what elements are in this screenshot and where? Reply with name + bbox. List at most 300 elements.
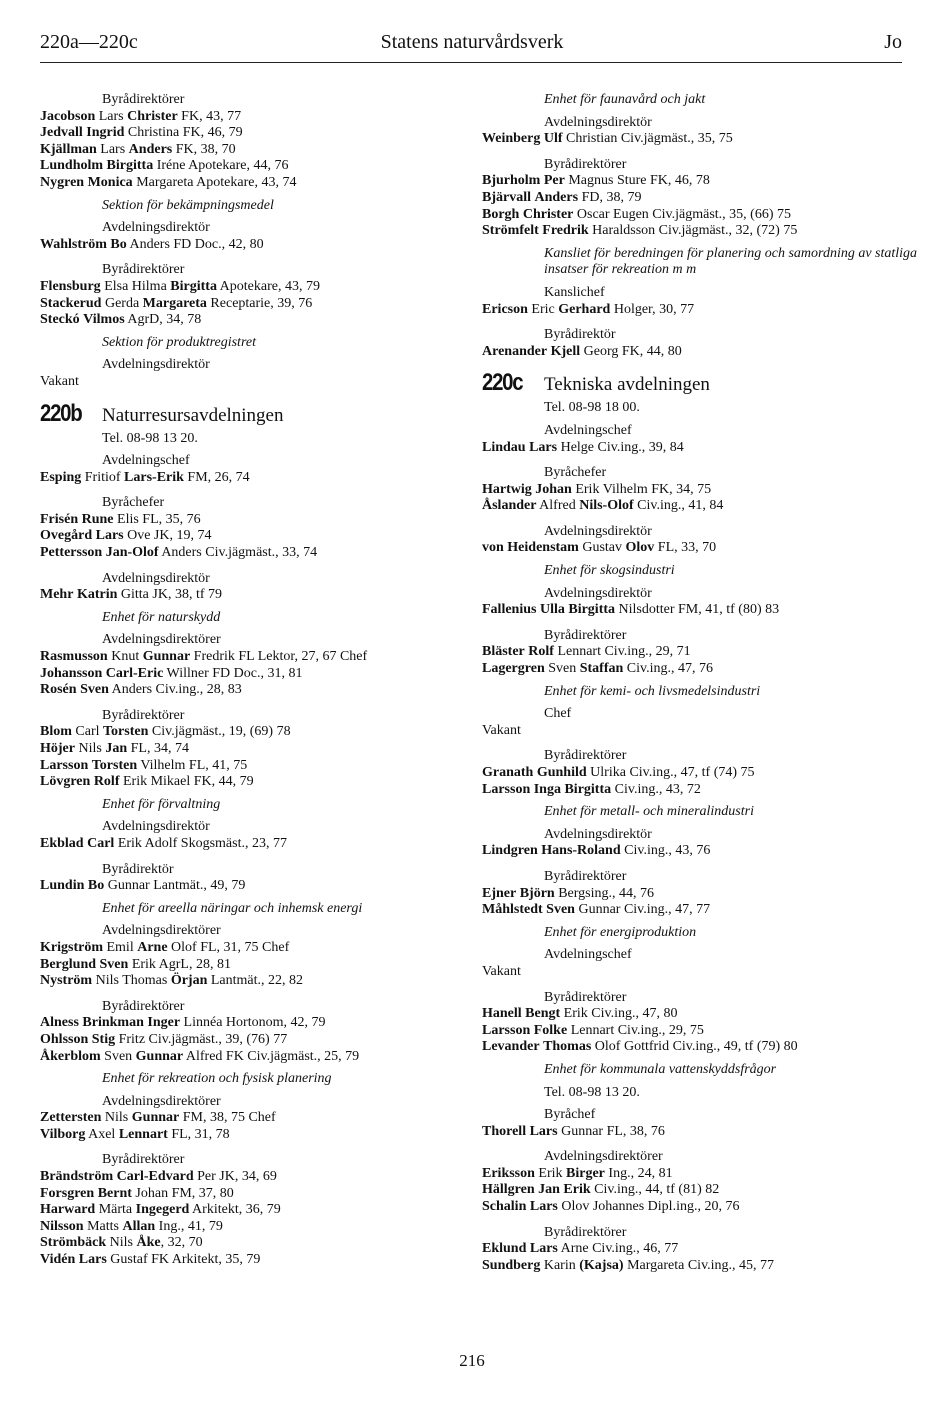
person-entry bbox=[482, 1124, 922, 1141]
person-entry bbox=[40, 1186, 440, 1203]
person-entry bbox=[482, 207, 922, 224]
entry-text: Matts bbox=[83, 1218, 123, 1234]
department-heading bbox=[40, 400, 440, 429]
name-bold: Jan bbox=[105, 741, 128, 756]
name-bold: Gunnar bbox=[135, 1048, 184, 1064]
person-entry bbox=[40, 758, 440, 775]
telephone-line: Tel. 08-98 13 20. bbox=[544, 1084, 640, 1100]
name-bold: Nilsson bbox=[40, 1218, 84, 1234]
entry-text: Gustaf FK Arkitekt, 35, 79 bbox=[106, 1252, 261, 1268]
entry-text: Anders Civ.ing., 28, 83 bbox=[108, 682, 242, 698]
unit-heading: Enhet för energiproduktion bbox=[544, 924, 697, 940]
name-bold: Blom bbox=[40, 724, 72, 740]
person-entry bbox=[482, 1258, 922, 1275]
person-entry bbox=[482, 644, 922, 661]
name-bold: Arne bbox=[137, 939, 168, 955]
name-bold: Gunnar bbox=[131, 1110, 180, 1126]
position-title: Avdelningschef bbox=[544, 422, 632, 438]
name-bold: Lars bbox=[529, 1123, 558, 1139]
entry-text: Olov Johannes Dipl.ing., 20, 76 bbox=[557, 1199, 740, 1215]
entry-text: Olof FL, 31, 75 Chef bbox=[167, 939, 290, 955]
entry-text: Ing., 41, 79 bbox=[155, 1218, 223, 1234]
name-bold: Vilmos bbox=[83, 312, 125, 328]
entry-text: FD, 38, 79 bbox=[578, 189, 642, 205]
entry-text: Magnus Sture FK, 46, 78 bbox=[564, 173, 710, 189]
person-entry bbox=[482, 602, 922, 619]
name-bold: Hartwig bbox=[482, 481, 532, 497]
entry-text: Nils Thomas bbox=[92, 973, 171, 989]
name-bold: Brändström bbox=[40, 1169, 114, 1185]
name-bold: Åkerblom bbox=[40, 1048, 101, 1064]
name-bold: Åslander bbox=[482, 498, 537, 514]
unit-heading: Enhet för areella näringar och inhemsk energi bbox=[102, 900, 363, 916]
unit-heading: Enhet för kemi- och livsmedelsindustri bbox=[544, 683, 761, 699]
name-bold: Lundin bbox=[40, 878, 85, 894]
entry-text: Civ.jägmäst., 19, (69) 78 bbox=[148, 724, 291, 740]
unit-heading: Sektion för produktregistret bbox=[102, 334, 256, 350]
vacant-entry: Vakant bbox=[40, 373, 79, 389]
entry-text: Lennart Civ.ing., 29, 75 bbox=[567, 1022, 704, 1038]
name-bold: Jan Erik bbox=[538, 1182, 591, 1198]
name-bold: Alness bbox=[40, 1015, 79, 1031]
entry-text: Iréne Apotekare, 44, 76 bbox=[153, 158, 289, 174]
person-entry bbox=[40, 836, 440, 853]
vacant-entry: Vakant bbox=[482, 722, 521, 738]
person-entry bbox=[40, 175, 440, 192]
name-bold: Christer bbox=[522, 206, 574, 222]
name-bold: Hans-Roland bbox=[541, 843, 621, 859]
page-number: 216 bbox=[459, 1351, 485, 1370]
entry-text: Johan FM, 37, 80 bbox=[131, 1185, 234, 1201]
unit-heading: Enhet för faunavård och jakt bbox=[544, 92, 706, 107]
entry-text: Gunnar Lantmät., 49, 79 bbox=[104, 878, 246, 894]
name-bold: Rune bbox=[81, 511, 114, 527]
entry-text: FL, 34, 74 bbox=[127, 741, 189, 756]
entry-text: Civ.ing., 43, 76 bbox=[620, 843, 711, 859]
entry-text: Margareta Apotekare, 43, 74 bbox=[132, 174, 297, 190]
position-title: Byrådirektörer bbox=[102, 1152, 185, 1168]
person-entry bbox=[482, 1199, 922, 1216]
name-bold: Carl bbox=[87, 835, 115, 851]
entry-text: Gerda bbox=[101, 295, 143, 311]
entry-text: Knut bbox=[107, 649, 143, 665]
entry-text: Holger, 30, 77 bbox=[610, 301, 695, 317]
name-bold: Lundholm bbox=[40, 158, 104, 174]
name-bold: Stig bbox=[91, 1031, 116, 1047]
name-bold: Forsgren bbox=[40, 1185, 95, 1201]
entry-text: Lars bbox=[95, 108, 128, 124]
name-bold: Eriksson bbox=[482, 1165, 535, 1181]
entry-text: Fritz Civ.jägmäst., 39, (76) 77 bbox=[115, 1031, 288, 1047]
name-bold: Wahlström bbox=[40, 236, 107, 252]
entry-text: Alfred FK Civ.jägmäst., 25, 79 bbox=[183, 1048, 360, 1064]
name-bold: Anders bbox=[534, 189, 579, 205]
person-entry bbox=[482, 843, 922, 860]
entry-text: Georg FK, 44, 80 bbox=[580, 343, 682, 359]
entry-text: Lennart Civ.ing., 29, 71 bbox=[553, 644, 691, 660]
name-bold: Nils-Olof bbox=[579, 498, 634, 514]
position-title: Byråchefer bbox=[544, 465, 607, 481]
person-entry bbox=[40, 158, 440, 175]
entry-text: Haraldsson Civ.jägmäst., 32, (72) 75 bbox=[588, 223, 798, 239]
name-bold: Bo bbox=[87, 878, 105, 894]
name-bold: Sven bbox=[99, 956, 129, 972]
entry-text: Anders Civ.jägmäst., 33, 74 bbox=[158, 545, 318, 561]
entry-text: Sven bbox=[544, 661, 580, 677]
unit-heading: Enhet för naturskydd bbox=[102, 609, 221, 625]
entry-text: Arne Civ.ing., 46, 77 bbox=[557, 1241, 679, 1257]
person-entry bbox=[40, 142, 440, 159]
person-entry bbox=[40, 296, 440, 313]
entry-text: Erik Civ.ing., 47, 80 bbox=[560, 1006, 678, 1022]
position-title: Avdelningsdirektör bbox=[544, 114, 652, 130]
name-bold: Schalin bbox=[482, 1199, 527, 1215]
name-bold: Birgitta bbox=[106, 158, 154, 174]
person-entry bbox=[482, 1182, 922, 1199]
position-title: Avdelningsdirektör bbox=[102, 819, 210, 835]
entry-text: Nils bbox=[74, 741, 106, 756]
entry-text: Ulrika Civ.ing., 47, tf (74) 75 bbox=[586, 765, 755, 780]
name-bold: Rolf bbox=[93, 774, 120, 790]
entry-text: Nils bbox=[106, 1235, 137, 1251]
entry-text: Civ.ing., 44, tf (81) 82 bbox=[590, 1182, 720, 1198]
person-entry bbox=[482, 782, 922, 799]
unit-heading: Enhet för metall- och mineralindustri bbox=[544, 804, 754, 820]
name-bold: Ejner bbox=[482, 885, 517, 901]
name-bold: Lars bbox=[95, 528, 124, 544]
name-bold: Birger bbox=[566, 1165, 605, 1181]
name-bold: Ingrid bbox=[86, 125, 125, 141]
name-bold: Birgitta bbox=[170, 278, 217, 294]
name-bold: Bläster bbox=[482, 644, 525, 660]
name-bold: Harward bbox=[40, 1202, 96, 1218]
entry-text: Fredrik FL Lektor, 27, 67 Chef bbox=[190, 649, 368, 665]
position-title: Avdelningsdirektörer bbox=[102, 632, 221, 648]
person-entry bbox=[40, 545, 440, 562]
name-bold: Thomas bbox=[543, 1039, 592, 1055]
entry-text: AgrD, 34, 78 bbox=[124, 312, 202, 328]
name-bold: Folke bbox=[533, 1022, 568, 1038]
entry-text: Nils bbox=[101, 1110, 132, 1126]
person-entry bbox=[40, 237, 440, 254]
name-bold: Gunhild bbox=[536, 765, 587, 780]
person-entry bbox=[40, 1127, 440, 1144]
person-entry bbox=[40, 312, 440, 329]
name-bold: Mehr bbox=[40, 587, 74, 603]
name-bold: Stackerud bbox=[40, 295, 102, 311]
person-entry bbox=[482, 190, 922, 207]
name-bold: Rolf bbox=[528, 644, 554, 660]
name-bold: Strömfelt bbox=[482, 223, 539, 239]
name-bold: Bengt bbox=[525, 1006, 561, 1022]
person-entry bbox=[40, 1049, 440, 1066]
name-bold: Olov bbox=[625, 540, 655, 556]
entry-text: Alfred bbox=[536, 498, 580, 514]
entry-text: Erik AgrL, 28, 81 bbox=[128, 956, 231, 972]
name-bold: Larsson bbox=[482, 781, 531, 797]
name-bold: Monica bbox=[87, 174, 133, 190]
name-bold: von Heidenstam bbox=[482, 540, 579, 556]
name-bold: Inger bbox=[147, 1015, 181, 1031]
name-bold: Bernt bbox=[97, 1185, 132, 1201]
entry-text: Oscar Eugen Civ.jägmäst., 35, (66) 75 bbox=[573, 206, 791, 222]
entry-text: Apotekare, 43, 79 bbox=[216, 278, 320, 294]
person-entry bbox=[40, 940, 440, 957]
person-entry bbox=[482, 765, 922, 782]
name-bold: Per bbox=[543, 173, 565, 189]
entry-text: Carl bbox=[71, 724, 103, 740]
name-bold: Thorell bbox=[482, 1123, 527, 1139]
name-bold: Kjällman bbox=[40, 141, 97, 157]
unit-heading: Sektion för bekämpningsmedel bbox=[102, 197, 274, 213]
entry-text: Karin bbox=[540, 1257, 580, 1273]
position-title: Byrådirektörer bbox=[544, 748, 627, 764]
name-bold: Zettersten bbox=[40, 1110, 102, 1126]
person-entry bbox=[40, 1032, 440, 1049]
name-bold: Ingegerd bbox=[135, 1202, 190, 1218]
position-title: Byrådirektör bbox=[102, 861, 174, 877]
person-entry bbox=[482, 1023, 922, 1040]
name-bold: Gerhard bbox=[558, 301, 611, 317]
name-bold: Åke bbox=[136, 1235, 161, 1251]
name-bold: Bo bbox=[110, 236, 127, 252]
person-entry bbox=[482, 540, 922, 557]
entry-text: FM, 26, 74 bbox=[183, 469, 250, 485]
position-title: Avdelningsdirektör bbox=[102, 570, 210, 586]
name-bold: Inga Birgitta bbox=[533, 781, 612, 797]
entry-text: Civ.ing., 41, 84 bbox=[633, 498, 724, 514]
entry-text: Ove JK, 19, 74 bbox=[123, 528, 212, 544]
person-entry bbox=[482, 1039, 922, 1056]
right-column bbox=[482, 92, 922, 1274]
person-entry bbox=[482, 886, 922, 903]
department-name: Tekniska avdelningen bbox=[544, 374, 710, 396]
entry-text: Bergsing., 44, 76 bbox=[554, 885, 655, 901]
name-bold: Rosén bbox=[40, 682, 77, 698]
name-bold: Jan-Olof bbox=[105, 545, 159, 561]
name-bold: Steckó bbox=[40, 312, 80, 328]
telephone-line: Tel. 08-98 13 20. bbox=[102, 430, 198, 446]
unit-heading: Kansliet för beredningen för planering och samordning av statliga insatser för rekreation m m bbox=[544, 245, 918, 278]
name-bold: Allan bbox=[122, 1218, 156, 1234]
person-entry bbox=[40, 1252, 440, 1269]
person-entry bbox=[482, 661, 922, 678]
person-entry bbox=[40, 724, 440, 741]
name-bold: Larsson bbox=[482, 1022, 531, 1038]
position-title: Byrådirektörer bbox=[102, 707, 185, 723]
person-entry bbox=[482, 498, 922, 515]
name-bold: Ericson bbox=[482, 301, 528, 317]
entry-text: Gunnar FL, 38, 76 bbox=[557, 1123, 665, 1139]
person-entry bbox=[40, 1235, 440, 1252]
name-bold: Lars bbox=[529, 1199, 558, 1215]
position-title: Byrådirektörer bbox=[102, 92, 185, 107]
entry-text: Lars bbox=[96, 141, 129, 157]
header-section-range: 220a—220c bbox=[40, 31, 138, 53]
entry-text: Emil bbox=[102, 939, 138, 955]
name-bold: Bjärvall bbox=[482, 189, 531, 205]
entry-text: FM, 38, 75 Chef bbox=[179, 1110, 276, 1126]
name-bold: Kjell bbox=[550, 343, 581, 359]
entry-text: Elis FL, 35, 76 bbox=[113, 511, 201, 527]
entry-text: Receptarie, 39, 76 bbox=[206, 295, 313, 311]
name-bold: Sundberg bbox=[482, 1257, 541, 1273]
entry-text: Vilhelm FL, 41, 75 bbox=[137, 757, 248, 773]
name-bold: Johansson bbox=[40, 665, 103, 681]
entry-text: Helge Civ.ing., 39, 84 bbox=[557, 439, 684, 455]
entry-text: Margareta Civ.ing., 45, 77 bbox=[623, 1257, 775, 1273]
name-bold: Anders bbox=[128, 141, 173, 157]
name-bold: Lars bbox=[529, 439, 558, 455]
name-bold: Lagergren bbox=[482, 661, 545, 677]
position-title: Byråchefer bbox=[102, 495, 165, 511]
entry-text: Christian Civ.jägmäst., 35, 75 bbox=[562, 131, 733, 147]
person-entry bbox=[40, 125, 440, 142]
position-title: Avdelningsdirektörer bbox=[102, 923, 221, 939]
position-title: Byrådirektörer bbox=[544, 627, 627, 643]
name-bold: Hanell bbox=[482, 1006, 522, 1022]
left-column bbox=[40, 92, 440, 1269]
name-bold: Lindgren bbox=[482, 843, 538, 859]
name-bold: Staffan bbox=[579, 661, 624, 677]
position-title: Byrådirektörer bbox=[544, 156, 627, 172]
entry-text: Civ.ing., 47, 76 bbox=[623, 661, 714, 677]
position-title: Byråchef bbox=[544, 1107, 596, 1123]
name-bold: Hällgren bbox=[482, 1182, 535, 1198]
person-entry bbox=[482, 173, 922, 190]
person-entry bbox=[482, 131, 922, 148]
person-entry bbox=[40, 587, 440, 604]
name-bold: Lövgren bbox=[40, 774, 91, 790]
position-title: Byrådirektörer bbox=[544, 989, 627, 1005]
person-entry bbox=[482, 482, 922, 499]
person-entry bbox=[482, 1166, 922, 1183]
name-bold: Katrin bbox=[76, 587, 118, 603]
position-title: Avdelningschef bbox=[102, 453, 190, 469]
name-bold: Fallenius bbox=[482, 602, 537, 618]
entry-text: , 32, 70 bbox=[160, 1235, 203, 1251]
person-entry bbox=[482, 223, 922, 240]
name-bold: Pettersson bbox=[40, 545, 103, 561]
header-rule bbox=[40, 62, 902, 63]
name-bold: Brinkman bbox=[82, 1015, 144, 1031]
person-entry bbox=[40, 1110, 440, 1127]
name-bold: Lars bbox=[78, 1252, 107, 1268]
name-bold: Sven bbox=[546, 902, 575, 918]
name-bold: Jacobson bbox=[40, 108, 96, 124]
entry-text: Eric bbox=[527, 301, 559, 317]
name-bold: Vidén bbox=[40, 1252, 76, 1268]
department-name: Naturresursavdelningen bbox=[102, 404, 284, 426]
person-entry bbox=[40, 470, 440, 487]
name-bold: Granath bbox=[482, 765, 534, 780]
person-entry bbox=[482, 902, 922, 919]
name-bold: Björn bbox=[519, 885, 555, 901]
entry-text: FL, 31, 78 bbox=[167, 1126, 230, 1142]
entry-text: Axel bbox=[85, 1126, 119, 1142]
entry-text: Fritiof bbox=[81, 469, 125, 485]
person-entry bbox=[482, 1241, 922, 1258]
position-title: Byrådirektör bbox=[544, 327, 616, 343]
name-bold: Nyström bbox=[40, 973, 93, 989]
name-bold: Christer bbox=[127, 108, 178, 124]
header-ministry-code: Jo bbox=[884, 31, 902, 53]
name-bold: Torsten bbox=[103, 724, 149, 740]
name-bold: Ulla Birgitta bbox=[539, 602, 616, 618]
name-bold: Berglund bbox=[40, 956, 97, 972]
name-bold: Lars-Erik bbox=[124, 469, 184, 485]
name-bold: Nygren bbox=[40, 174, 85, 190]
entry-text: Elsa Hilma bbox=[100, 278, 171, 294]
position-title: Byrådirektörer bbox=[544, 868, 627, 884]
name-bold: Sven bbox=[80, 682, 109, 698]
person-entry bbox=[40, 1219, 440, 1236]
name-bold: Johan bbox=[535, 481, 572, 497]
entry-text: Sven bbox=[100, 1048, 136, 1064]
unit-heading: Enhet för rekreation och fysisk planering bbox=[102, 1071, 332, 1087]
person-entry bbox=[40, 279, 440, 296]
name-bold: Höjer bbox=[40, 741, 75, 756]
name-bold: Levander bbox=[482, 1039, 540, 1055]
position-title: Byrådirektörer bbox=[102, 998, 185, 1014]
name-bold: Weinberg bbox=[482, 131, 541, 147]
position-title: Avdelningsdirektör bbox=[544, 523, 652, 539]
name-bold: Lindau bbox=[482, 439, 526, 455]
person-entry bbox=[482, 302, 922, 319]
name-bold: Gunnar bbox=[142, 649, 191, 665]
name-bold: Carl-Eric bbox=[105, 665, 164, 681]
entry-text: Gitta JK, 38, tf 79 bbox=[117, 587, 222, 603]
position-title: Avdelningsdirektör bbox=[544, 826, 652, 842]
name-bold: Bjurholm bbox=[482, 173, 541, 189]
name-bold: Måhlstedt bbox=[482, 902, 543, 918]
name-bold: Flensburg bbox=[40, 278, 101, 294]
name-bold: Torsten bbox=[91, 757, 138, 773]
person-entry bbox=[40, 1169, 440, 1186]
position-title: Avdelningsdirektör bbox=[102, 220, 210, 236]
department-code: 220b bbox=[40, 399, 82, 427]
unit-heading: Enhet för kommunala vattenskyddsfrågor bbox=[544, 1061, 777, 1077]
position-title: Avdelningschef bbox=[544, 947, 632, 963]
position-title: Byrådirektörer bbox=[544, 1224, 627, 1240]
name-bold: Arenander bbox=[482, 343, 548, 359]
name-bold: Borgh bbox=[482, 206, 520, 222]
entry-text: Gunnar Civ.ing., 47, 77 bbox=[574, 902, 711, 918]
person-entry bbox=[40, 682, 440, 699]
person-entry bbox=[40, 109, 440, 126]
person-entry bbox=[40, 512, 440, 529]
unit-heading: Enhet för förvaltning bbox=[102, 796, 221, 812]
entry-text: Nilsdotter FM, 41, tf (80) 83 bbox=[615, 602, 780, 618]
entry-text: Märta bbox=[95, 1202, 136, 1218]
position-title: Avdelningsdirektör bbox=[102, 357, 210, 373]
name-bold: Eklund bbox=[482, 1241, 527, 1257]
entry-text: Arkitekt, 36, 79 bbox=[189, 1202, 281, 1218]
name-bold: Ulf bbox=[543, 131, 563, 147]
entry-text: Ing., 24, 81 bbox=[604, 1165, 673, 1181]
entry-text: Gustav bbox=[578, 540, 626, 556]
person-entry bbox=[40, 878, 440, 895]
entry-text: Erik Adolf Skogsmäst., 23, 77 bbox=[114, 835, 287, 851]
name-bold: (Kajsa) bbox=[579, 1257, 624, 1273]
entry-text: Linnéa Hortonom, 42, 79 bbox=[180, 1015, 326, 1031]
person-entry bbox=[40, 741, 440, 758]
name-bold: Lars bbox=[529, 1241, 558, 1257]
entry-text: Erik Vilhelm FK, 34, 75 bbox=[571, 481, 712, 497]
name-bold: Lennart bbox=[118, 1126, 168, 1142]
person-entry bbox=[40, 1202, 440, 1219]
name-bold: Fredrik bbox=[542, 223, 589, 239]
